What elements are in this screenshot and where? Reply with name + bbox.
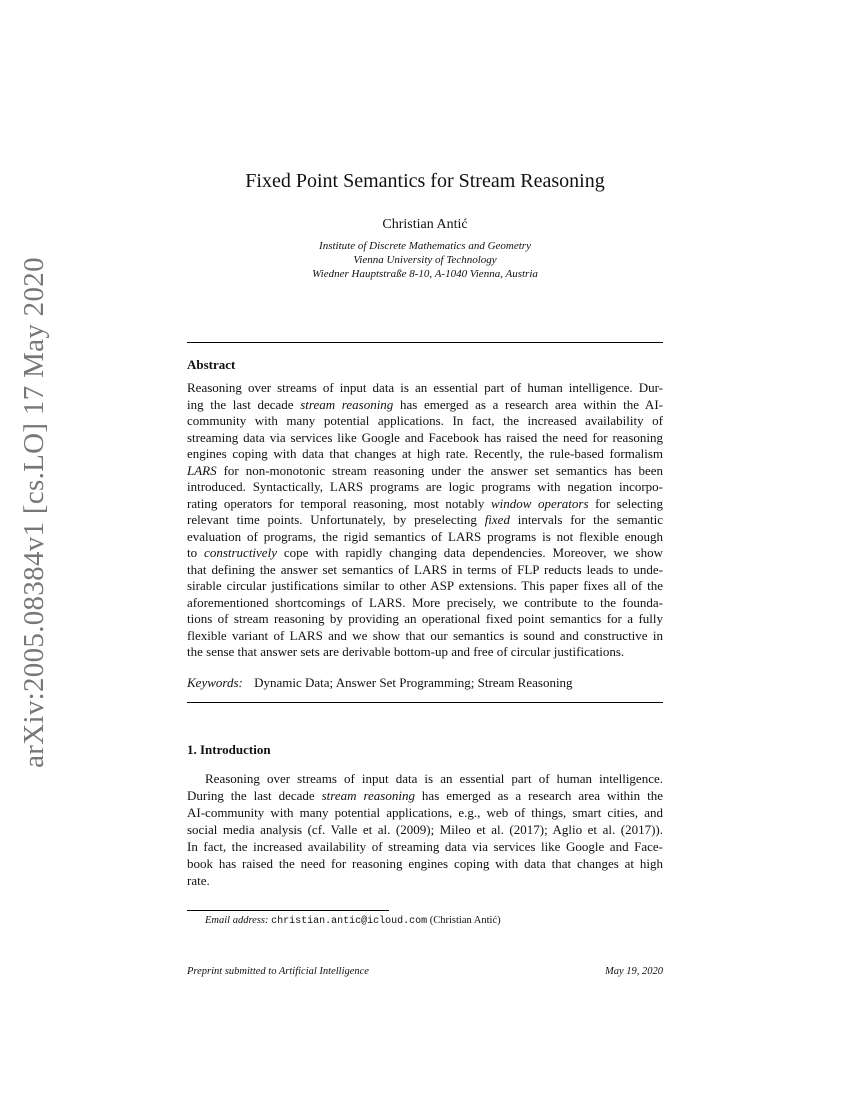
footer-journal: Preprint submitted to Artificial Intelligence	[187, 966, 369, 977]
text-line: relevant time points. Unfortunately, by preselecting fixed intervals for the semantic	[187, 512, 663, 527]
text-line: the sense that answer sets are derivable bottom-up and free of circular justifications.	[187, 644, 625, 659]
footnote-rule	[187, 910, 389, 911]
footnote	[205, 915, 501, 927]
emphasis-text: window operators	[490, 495, 589, 511]
text-line: During the last decade stream reasoning has emerged as a research area within the	[187, 788, 663, 803]
emphasis-text: fixed	[484, 512, 510, 527]
footnote-name: (Christian Antić)	[429, 915, 501, 926]
text-line: flexible variant of LARS and we show that our semantics is sound and constructive in	[187, 627, 663, 643]
text-line: rating operators for temporal reasoning, most notably window operators for selecting	[187, 495, 663, 511]
abstract-top-rule	[187, 342, 663, 343]
text-line: streaming data via services like Google and Facebook has raised the need for reasoning	[187, 429, 663, 445]
affiliation	[0, 239, 850, 281]
text-line: aforementioned shortcomings of LARS. More precisely, we contribute to the founda-	[187, 594, 663, 610]
text-line: AI-community with many potential applications, e.g., web of things, smart cities, and	[187, 805, 663, 820]
text-line: rate.	[187, 873, 210, 888]
abstract-heading: Abstract	[187, 357, 236, 372]
abstract-bottom-rule	[187, 702, 663, 703]
author-email-link[interactable]: christian.antic@icloud.com	[271, 916, 428, 927]
text-line: tions of stream reasoning by providing an operational fixed point semantics for a fully	[187, 611, 663, 626]
text-line: sirable circular justifications similar to other ASP extensions. This paper fixes all of the	[187, 578, 663, 593]
text-line: book has raised the need for reasoning engines coping with data that changes at high	[187, 856, 663, 871]
author-name: Christian Antić	[382, 217, 468, 232]
abstract-body	[187, 380, 663, 661]
section-heading-introduction: 1. Introduction	[187, 742, 271, 757]
footnote-label: Email address:	[205, 915, 269, 926]
text-line: ing the last decade stream reasoning has emerged as a research area within the AI-	[187, 396, 663, 412]
text-line: LARS for non-monotonic stream reasoning under the answer set semantics has been	[187, 462, 663, 478]
emphasis-text: LARS	[187, 462, 217, 478]
text-line: In fact, the increased availability of streaming data via services like Google and Face-	[187, 839, 663, 854]
emphasis-text: constructively	[204, 545, 277, 560]
text-line: introduced. Syntactically, LARS programs are logic programs with negation incorpo-	[187, 479, 663, 494]
arxiv-stamp	[14, 257, 54, 767]
footer-date: May 19, 2020	[604, 966, 663, 977]
text-line: that defining the answer set semantics of LARS in terms of FLP reducts leads to unde-	[187, 561, 663, 577]
paper-title: Fixed Point Semantics for Stream Reasoning	[245, 170, 605, 192]
text-line: social media analysis (cf. Valle et al. (2009); Mileo et al. (2017); Aglio et al. (2017)).	[187, 822, 663, 837]
introduction-paragraph	[187, 770, 663, 889]
keywords	[187, 675, 663, 691]
arxiv-stamp-text: arXiv:2005.08384v1 [cs.LO] 17 May 2020	[17, 256, 50, 768]
affiliation-line: Institute of Discrete Mathematics and Geometry	[319, 240, 531, 252]
text-line: engines coping with data that changes at high rate. Recently, the rule-based formalism	[187, 446, 663, 461]
text-line: community with many potential applications. In fact, the increased availability of	[187, 413, 663, 428]
emphasis-text: stream reasoning	[321, 788, 415, 803]
text-line: Reasoning over streams of input data is an essential part of human intelligence.	[205, 771, 663, 786]
text-line: evaluation of programs, the rigid semantics of LARS programs is not flexible enough	[187, 528, 663, 544]
keywords-label: Keywords:	[187, 675, 243, 690]
text-line: to constructively cope with rapidly changing data dependencies. Moreover, we show	[187, 545, 663, 560]
affiliation-line: Wiedner Hauptstraße 8-10, A-1040 Vienna, Austria	[312, 268, 538, 280]
affiliation-line: Vienna University of Technology	[353, 254, 497, 266]
keywords-text: Dynamic Data; Answer Set Programming; Stream Reasoning	[254, 675, 573, 690]
text-line: Reasoning over streams of input data is an essential part of human intelligence. Dur-	[187, 380, 663, 395]
emphasis-text: stream reasoning	[300, 396, 394, 412]
